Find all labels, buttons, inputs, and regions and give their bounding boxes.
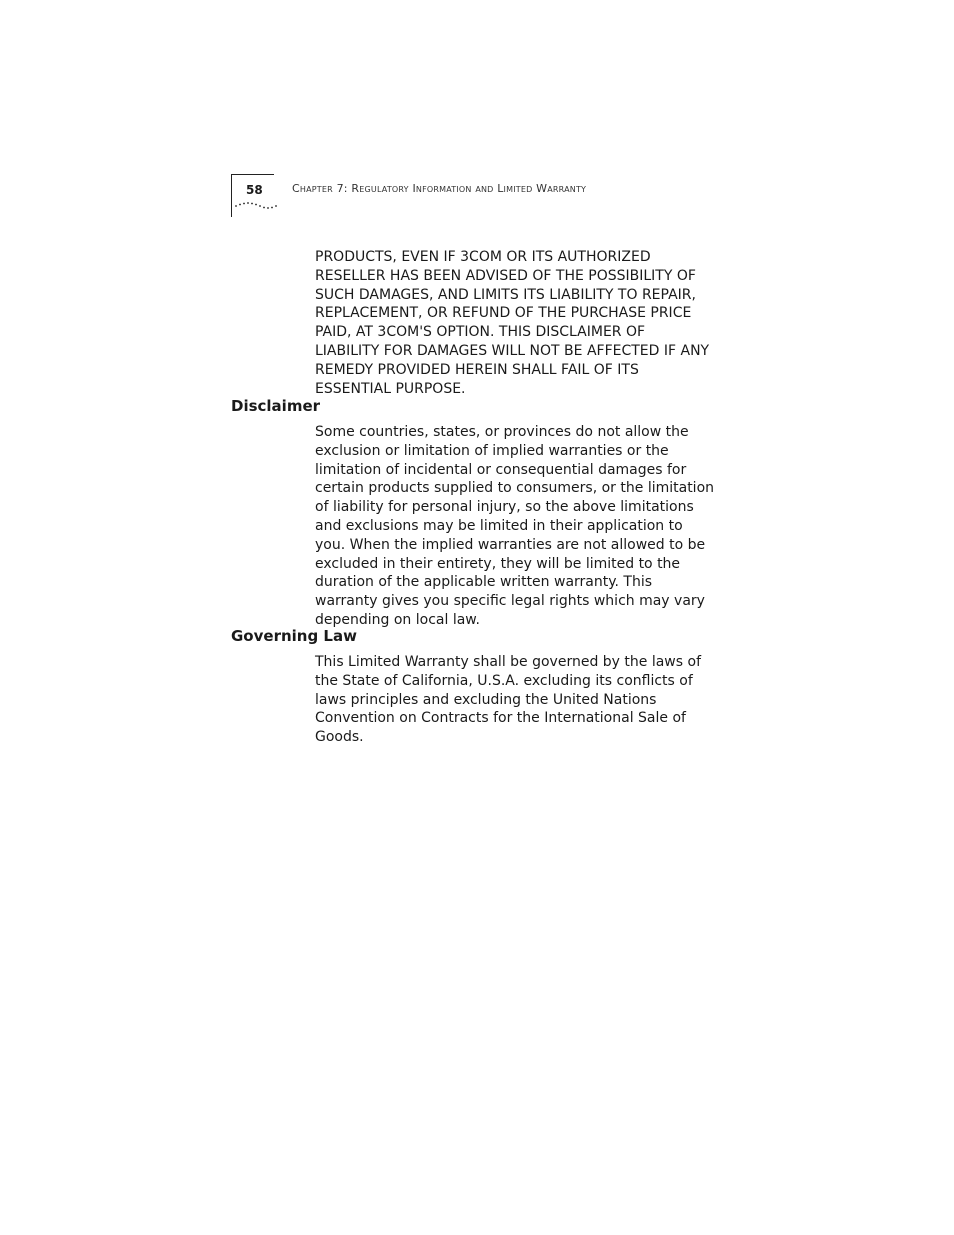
page-number: 58 (246, 183, 263, 197)
governing-law-heading: Governing Law (231, 627, 357, 645)
page-header (231, 174, 651, 218)
dotted-ornament-icon (234, 200, 278, 212)
page-number-box (231, 174, 274, 217)
running-head: Chapter 7: Regulatory Information and Limited Warranty (292, 182, 587, 195)
governing-law-paragraph: This Limited Warranty shall be governed by the laws of the State of California, U.S.A. excluding its conflicts of laws principles and excluding the United Nations Convention on Contracts for the International Sale of Goods. (315, 654, 701, 746)
disclaimer-heading: Disclaimer (231, 397, 321, 415)
liability-paragraph: PRODUCTS, EVEN IF 3COM OR ITS AUTHORIZED RESELLER HAS BEEN ADVISED OF THE POSSIBILITY OF SUCH DAMAGES, AND LIMITS ITS LIABILITY TO REPAIR, REPLACEMENT, OR REFUND OF THE PURCHASE PRICE PAID, AT 3COM'S OPTION. THIS DISCLAIMER OF LIABILITY FOR DAMAGES WILL NOT BE AFFECTED IF ANY REMEDY PROVIDED HEREIN SHALL FAIL OF ITS ESSENTIAL PURPOSE. (315, 249, 710, 397)
disclaimer-paragraph: Some countries, states, or provinces do not allow the exclusion or limitation of implied warranties or the limitation of incidental or consequential damages for certain products supplied to consumers, or the limitation of liability for personal injury, so the above limitations and exclusions may be limited in their application to you. When the implied warranties are not allowed to be excluded in their entirety, they will be limited to the duration of the applicable written warranty. This warranty gives you specific legal rights which may vary depending on local law. (315, 424, 715, 628)
